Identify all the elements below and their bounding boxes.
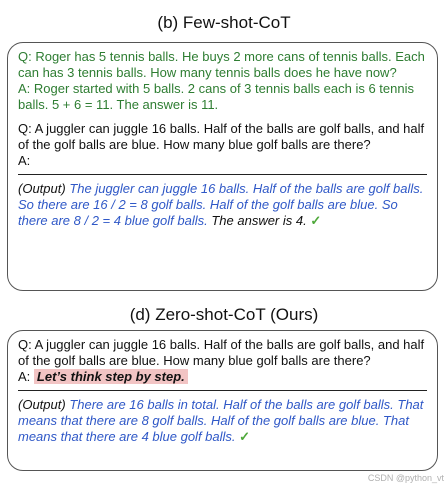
output-answer: The answer is 4. xyxy=(211,213,307,228)
example-answer: A: Roger started with 5 balls. 2 cans of 3 tennis balls each is 6 tennis balls. 5 + 6 = 11. The answer is 11. xyxy=(18,81,414,112)
answer-prefix: A: xyxy=(18,369,31,384)
zero-shot-cot-panel xyxy=(7,330,438,471)
test-question: Q: A juggler can juggle 16 balls. Half of the balls are golf balls, and half of the golf balls are blue. How many blue golf balls are there? xyxy=(18,337,425,368)
output-label: (Output) xyxy=(18,397,66,412)
zero-shot-cot-title: (d) Zero-shot-CoT (Ours) xyxy=(129,305,319,324)
model-output xyxy=(18,397,427,445)
output-label: (Output) xyxy=(18,181,66,196)
trigger-phrase: Let’s think step by step. xyxy=(34,369,188,384)
watermark: CSDN @python_vt xyxy=(367,473,444,483)
few-shot-cot-title: (b) Few-shot-CoT xyxy=(157,13,291,32)
divider xyxy=(18,174,427,175)
example-question: Q: Roger has 5 tennis balls. He buys 2 more cans of tennis balls. Each can has 3 tennis balls. How many tennis balls does he have now? xyxy=(18,49,425,80)
output-reasoning: There are 16 balls in total. Half of the balls are golf balls. That means that there are 8 golf balls. Half of the golf balls are blue. That means that there are 4 blue golf balls. xyxy=(18,397,424,444)
model-output xyxy=(18,181,427,229)
few-shot-cot-panel xyxy=(7,42,438,291)
answer-prompt: A: xyxy=(18,153,31,168)
output-reasoning: The juggler can juggle 16 balls. Half of the balls are golf balls. So there are 16 / 2 = 8 golf balls. Half of the golf balls are blue. So there are 8 / 2 = 4 blue golf balls. xyxy=(18,181,424,228)
divider xyxy=(18,390,427,391)
test-question: Q: A juggler can juggle 16 balls. Half of the balls are golf balls, and half of the golf balls are blue. How many blue golf balls are there? xyxy=(18,121,425,152)
checkmark-icon: ✓ xyxy=(310,213,322,228)
answer-line xyxy=(18,369,427,385)
checkmark-icon: ✓ xyxy=(239,429,251,444)
